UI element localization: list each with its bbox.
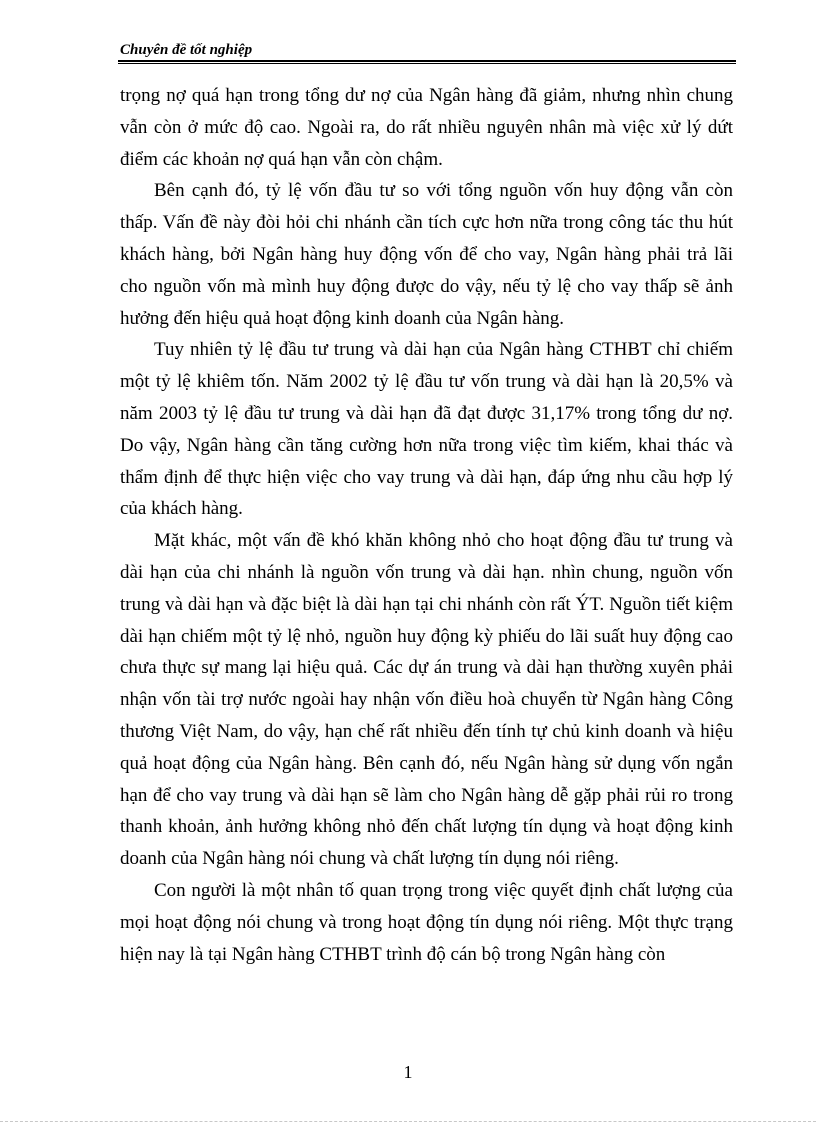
page-number: 1 (403, 1062, 413, 1082)
header-title: Chuyên đề tốt nghiệp (120, 42, 253, 58)
paragraph-2: Bên cạnh đó, tỷ lệ vốn đầu tư so với tổng nguồn vốn huy động vẫn còn thấp. Vấn đề này đòi hỏi chi nhánh cần tích cực hơn nữa trong công tác thu hút khách hàng, bởi Ngân hàng huy động vốn để cho vay, Ngân hàng phải trả lãi cho nguồn vốn mà mình huy động được do vậy, nếu tỷ lệ cho vay thấp sẽ ảnh hưởng đến hiệu quả hoạt động kinh doanh của Ngân hàng. (120, 180, 733, 329)
paragraph-1: trọng nợ quá hạn trong tổng dư nợ của Ngân hàng đã giảm, nhưng nhìn chung vẫn còn ở mức độ cao. Ngoài ra, do rất nhiều nguyên nhân mà việc xử lý dứt điểm các khoản nợ quá hạn vẫn còn chậm. (120, 85, 733, 170)
paragraph-4: Mặt khác, một vấn đề khó khăn không nhỏ cho hoạt động đầu tư trung và dài hạn của chi nhánh là nguồn vốn trung và dài hạn. nhìn chung, nguồn vốn trung và dài hạn và đặc biệt là dài hạn tại chi nhánh còn rất ÝT. Nguồn tiết kiệm dài hạn chiếm một tỷ lệ nhỏ, nguồn huy động kỳ phiếu do lãi suất huy động cao chưa thực sự mang lại hiệu quả. Các dự án trung và dài hạn thường xuyên phải nhận vốn tài trợ nước ngoài hay nhận vốn điều hoà chuyển từ Ngân hàng Công thương Việt Nam, do vậy, hạn chế rất nhiều đến tính tự chủ kinh doanh và hiệu quả hoạt động của Ngân hàng. Bên cạnh đó, nếu Ngân hàng sử dụng vốn ngắn hạn để cho vay trung và dài hạn sẽ làm cho Ngân hàng dễ gặp phải rủi ro trong thanh khoản, ảnh hưởng không nhỏ đến chất lượng tín dụng và hoạt động kinh doanh của Ngân hàng nói chung và chất lượng tín dụng nói riêng. (120, 530, 733, 870)
page-bottom-divider (0, 1121, 816, 1122)
header-double-rule (118, 60, 736, 64)
page-header (118, 38, 736, 62)
paragraph-5: Con người là một nhân tố quan trọng trong việc quyết định chất lượng của mọi hoạt động nói chung và trong hoạt động tín dụng nói riêng. Một thực trạng hiện nay là tại Ngân hàng CTHBT trình độ cán bộ trong Ngân hàng còn (120, 879, 733, 965)
body-text (120, 80, 733, 970)
paragraph-3: Tuy nhiên tỷ lệ đầu tư trung và dài hạn của Ngân hàng CTHBT chỉ chiếm một tỷ lệ khiêm tốn. Năm 2002 tỷ lệ đầu tư vốn trung và dài hạn là 20,5% và năm 2003 tỷ lệ đầu tư trung và dài hạn đã đạt được 31,17% trong tổng dư nợ. Do vậy, Ngân hàng cần tăng cường hơn nữa trong việc tìm kiếm, khai thác và thẩm định để thực hiện việc cho vay trung và dài hạn, đáp ứng nhu cầu hợp lý của khách hàng. (120, 339, 733, 520)
